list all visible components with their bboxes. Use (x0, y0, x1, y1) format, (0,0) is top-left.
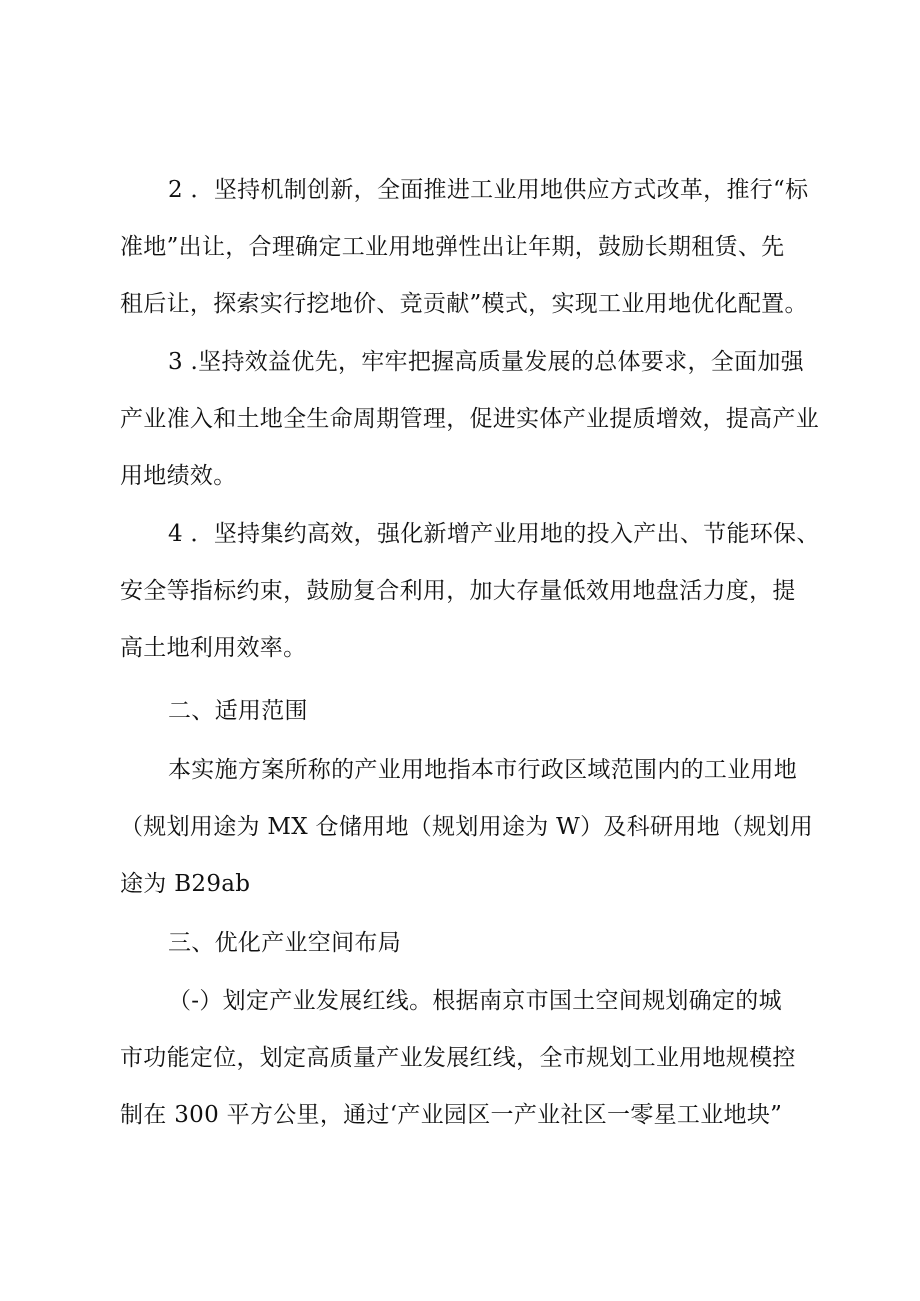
paragraph-2-line-3: 租后让，探索实行挖地价、竞贡献”模式，实现工业用地优化配置。 (120, 291, 808, 317)
paragraph-3-line-3: 用地绩效。 (120, 463, 237, 489)
paragraph-3-line-1: 3 .坚持效益优先，牢牢把握高质量发展的总体要求，全面加强 (168, 349, 804, 375)
section-heading-layout: 三、优化产业空间布局 (168, 930, 401, 956)
section-heading-scope: 二、适用范围 (168, 698, 308, 724)
paragraph-2-line-1: 2 ．坚持机制创新，全面推进工业用地供应方式改革，推行“标 (168, 177, 809, 203)
paragraph-5-line-3: 途为 B29ab (120, 871, 251, 897)
paragraph-2-line-2: 准地”出让，合理确定工业用地弹性出让年期，鼓励长期租赁、先 (120, 234, 785, 260)
paragraph-6-line-1: （-）划定产业发展红线。根据南京市国土空间规划确定的城 (168, 988, 782, 1014)
paragraph-5-line-2: （规划用途为 MX 仓储用地（规划用途为 W）及科研用地（规划用 (120, 814, 814, 840)
paragraph-4-line-1: 4 ．坚持集约高效，强化新增产业用地的投入产出、节能环保、 (168, 521, 820, 547)
paragraph-4-line-3: 高土地利用效率。 (120, 635, 307, 661)
paragraph-4-line-2: 安全等指标约束，鼓励复合利用，加大存量低效用地盘活力度，提 (120, 578, 796, 604)
paragraph-3-line-2: 产业准入和土地全生命周期管理，促进实体产业提质增效，提高产业 (120, 406, 819, 432)
paragraph-6-line-3: 制在 300 平方公里，通过‘产业园区一产业社区一零星工业地块” (120, 1102, 783, 1128)
paragraph-5-line-1: 本实施方案所称的产业用地指本市行政区域范围内的工业用地 (168, 757, 798, 783)
paragraph-6-line-2: 市功能定位，划定高质量产业发展红线，全市规划工业用地规模控 (120, 1045, 796, 1071)
